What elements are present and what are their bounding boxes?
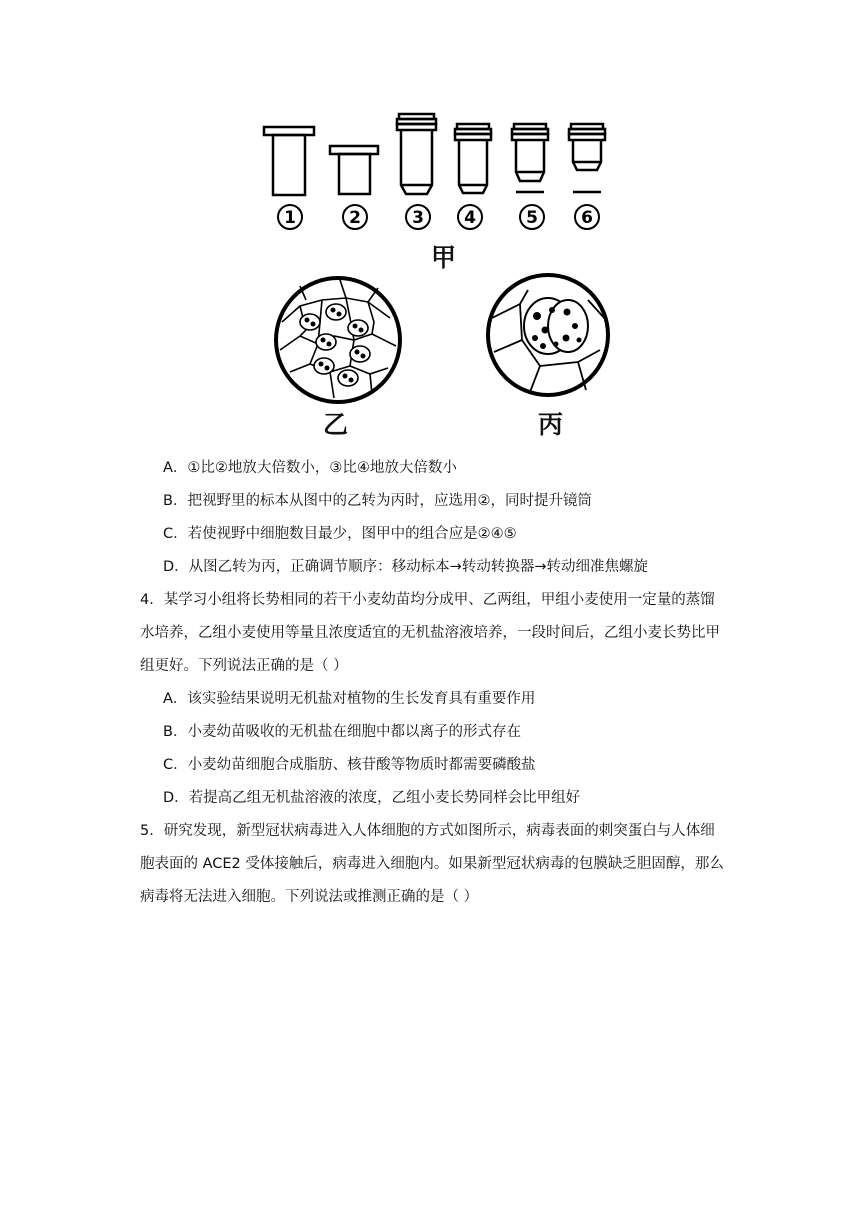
tube-label-6: 6 (581, 208, 593, 228)
q4-stem-line-2: 水培养，乙组小麦使用等量且浓度适宜的无机盐溶液培养，一段时间后，乙组小麦长势比甲 (140, 625, 720, 641)
tube-label-4: 4 (464, 208, 476, 228)
caption-jia: 甲 (431, 243, 457, 272)
eyepiece-2 (330, 146, 378, 194)
q4-option-b: B．小麦幼苗吸收的无机盐在细胞中都以离子的形式存在 (163, 724, 521, 740)
caption-bing: 丙 (538, 410, 564, 439)
tube-label-5: 5 (526, 208, 538, 228)
eyepiece-1 (264, 127, 314, 195)
figure-drawing (0, 0, 860, 450)
q4-option-a: A．该实验结果说明无机盐对植物的生长发育具有重要作用 (163, 691, 536, 707)
tube-label-1: 1 (284, 208, 296, 228)
q3-option-d: D．从图乙转为丙，正确调节顺序：移动标本→转动转换器→转动细准焦螺旋 (163, 559, 648, 575)
field-of-view-bing (488, 275, 608, 395)
q3-option-b: B．把视野里的标本从图中的乙转为丙时，应选用②，同时提升镜筒 (163, 493, 592, 509)
q5-stem-line-2: 胞表面的 ACE2 受体接触后，病毒进入细胞内。如果新型冠状病毒的包膜缺乏胆固醇，那么 (140, 856, 724, 872)
q4-option-c: C．小麦幼苗细胞合成脂肪、核苷酸等物质时都需要磷酸盐 (163, 757, 536, 773)
tube-label-3: 3 (412, 208, 424, 228)
objective-6 (569, 124, 605, 192)
field-of-view-yi (276, 278, 400, 402)
q3-option-c: C．若使视野中细胞数目最少，图甲中的组合应是②④⑤ (163, 526, 517, 542)
microscope-figure (0, 0, 860, 450)
q4-stem-line-3: 组更好。下列说法正确的是（ ） (140, 658, 348, 674)
q3-option-a: A．①比②地放大倍数小，③比④地放大倍数小 (163, 460, 457, 476)
q4-stem-line-1: 4．某学习小组将长势相同的若干小麦幼苗均分成甲、乙两组，甲组小麦使用一定量的蒸馏 (140, 592, 715, 608)
objective-5 (512, 124, 548, 192)
tube-label-2: 2 (349, 208, 361, 228)
q5-stem-line-1: 5．研究发现，新型冠状病毒进入人体细胞的方式如图所示，病毒表面的刺突蛋白与人体细 (140, 823, 715, 839)
objective-3 (397, 114, 436, 194)
caption-yi: 乙 (323, 410, 349, 439)
q4-option-d: D．若提高乙组无机盐溶液的浓度，乙组小麦长势同样会比甲组好 (163, 790, 581, 806)
objective-4 (455, 124, 491, 193)
q5-stem-line-3: 病毒将无法进入细胞。下列说法或推测正确的是（ ） (140, 889, 479, 905)
